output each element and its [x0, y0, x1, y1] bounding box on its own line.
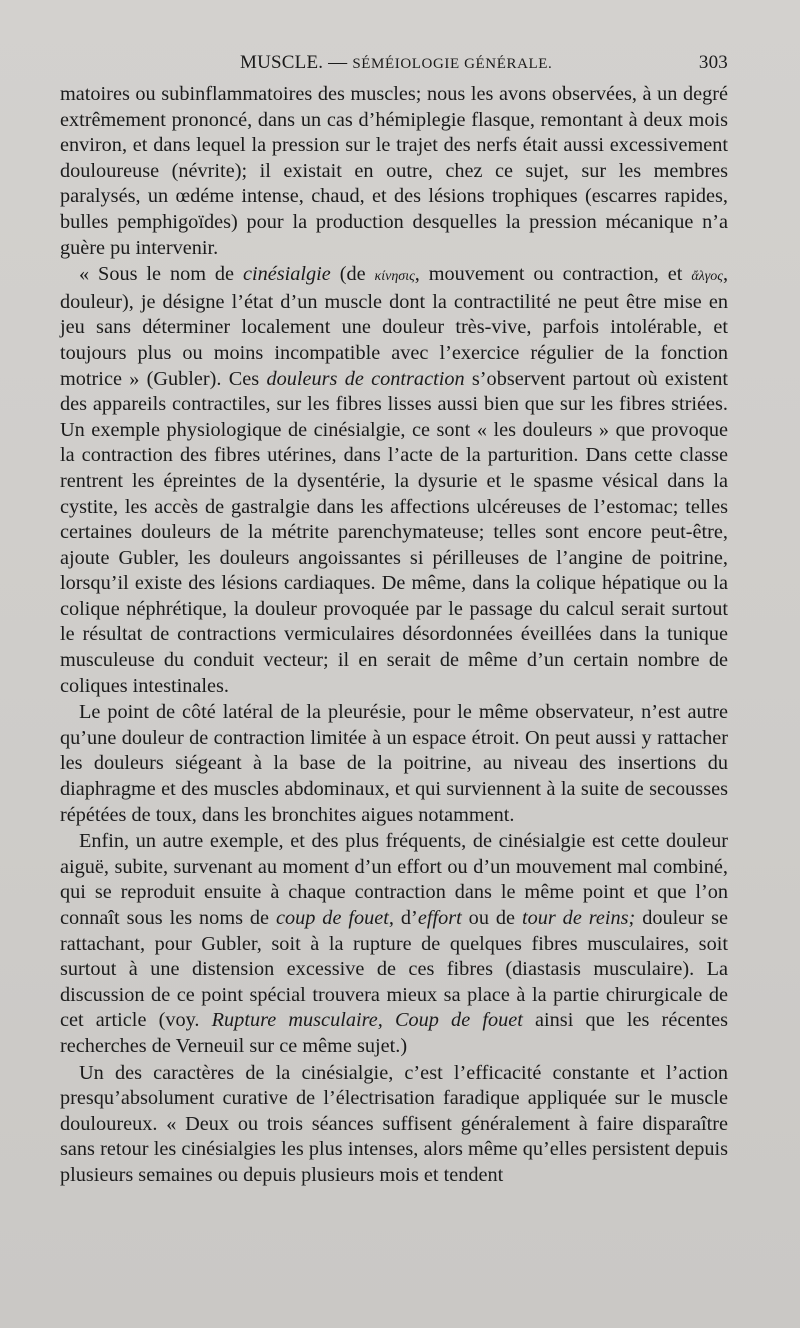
text-run: , mouvement ou contraction, et [414, 263, 692, 286]
body-text [60, 82, 728, 1189]
italic-run: cinésialgie [242, 263, 331, 286]
paragraph [60, 82, 728, 261]
paragraph [60, 700, 728, 828]
page-number: 303 [698, 52, 728, 73]
italic-run: Rupture musculaire, Coup de fouet [211, 1009, 523, 1032]
italic-run: douleurs de contraction [266, 367, 465, 390]
text-run: ou de [461, 907, 522, 929]
paragraph [60, 262, 728, 699]
text-run: d’ [394, 907, 418, 929]
text-run: (de [330, 263, 375, 286]
greek-word: ἄλγος [691, 269, 723, 285]
italic-run: tour de reins; [521, 907, 636, 929]
text-run: matoires ou subinflammatoires des muscles; nous les avons observées, à un degré extrêmement prononcé, dans un cas d’hémiplegie flasque, remontant à deux mois environ, et dans lequel la pression sur le trajet des nerfs était aussi excessivement douloureuse (névrite); il existait en outre, chez ce sujet, sur les membres paralysés, un œdéme intense, chaud, et des lésions trophiques (escarres rapides, bulles pemphigoïdes) pour la production desquelles la pression mécanique n’a guère pu intervenir. [60, 83, 728, 259]
text-run: Un des caractères de la cinésialgie, c’est l’efficacité constante et l’action presqu’absolument curative de l’électrisation faradique appliquée sur le muscle douloureux. « Deux ou trois séances suffisent généralement à faire disparaître sans retour les cinésialgies les plus intenses, alors même qu’elles persistent depuis plusieurs semaines ou depuis plusieurs mois et tendent [60, 1061, 728, 1186]
text-run: s’observent partout où existent des appareils contractiles, sur les fibres lisses aussi bien que sur les fibres striées. Un exemple physiologique de cinésialgie, ce sont « les douleurs » que provoque la contraction des fibres utérines, dans l’acte de la parturition. Dans cette classe rentrent les épreintes de la dysentérie, la dysurie et le spasme vésical dans la cystite, les accès de gastralgie dans les affections ulcéreuses de l’estomac; telles certaines douleurs de la métrite parenchymateuse; telles sont encore peut-être, ajoute Gubler, les douleurs angoissantes si périlleuses de l’angine de poitrine, lorsqu’il existe des lésions cardiaques. De même, dans la colique hépatique ou la colique néphrétique, la douleur provoquée par le passage du calcul serait surtout le résultat de contractions vermiculaires désordonnées éveillées dans la tunique musculeuse du conduit vecteur; il en serait de même d’un certain nombre de coliques intestinales. [60, 367, 729, 697]
running-title-sub: SÉMÉIOLOGIE GÉNÉRALE. [352, 56, 553, 72]
text-run: , douleur), je désigne l’état d’un muscle dont la contractilité ne peut être mise en jeu sans déterminer localement une douleur très-vive, parfois intolérable, et toujours plus ou moins incompatible avec l’exercice régulier de la fonction motrice » (Gubler). Ces [60, 263, 729, 390]
greek-word: κίνησις [374, 269, 415, 285]
paragraph [60, 1061, 728, 1189]
text-run: Le point de côté latéral de la pleurésie, pour le même observateur, n’est autre qu’une douleur de contraction limitée à un espace étroit. On peut aussi y rattacher les douleurs siégeant à la base de la poitrine, au niveau des insertions du diaphragme et des muscles abdominaux, et qui surviennent à la suite de secousses répétées de toux, dans les bronchites aigues notamment. [60, 701, 728, 826]
text-run: douleur se rattachant, pour Gubler, soit à la rupture de quelques fibres musculaires, soit surtout à une distension excessive de ces fibres (diastasis musculaire). La discussion de ce point spécial trouvera mieux sa place à la partie chirurgicale de cet article (voy. [60, 907, 728, 1032]
running-title-dash: — [328, 52, 348, 73]
running-title-main: MUSCLE. [240, 52, 324, 73]
text-run: Enfin, un autre exemple, et des plus fréquents, de cinésialgie est cette douleur aiguë, subite, survenant au moment d’un effort ou d’un mouvement mal combiné, qui se reproduit ensuite à chaque contraction dans le même point et que l’on connaît sous les noms de [60, 830, 728, 929]
italic-run: effort [417, 907, 462, 929]
running-title [240, 52, 552, 74]
italic-run: coup de fouet, [275, 907, 394, 929]
paragraph [60, 829, 728, 1059]
running-header [60, 52, 728, 76]
text-run: ainsi que les récentes recherches de Verneuil sur ce même sujet.) [60, 1009, 728, 1057]
text-run: « Sous le nom de [79, 263, 243, 286]
